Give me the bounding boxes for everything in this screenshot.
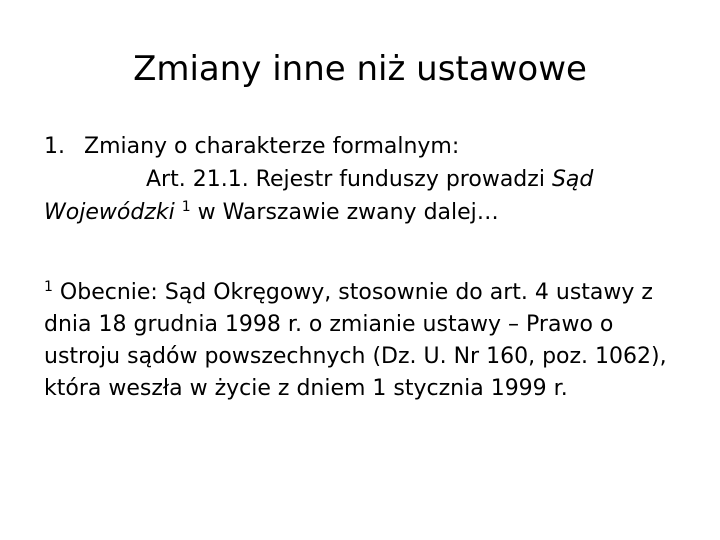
footnote (44, 277, 694, 405)
list-item-heading (44, 130, 694, 163)
quote-prefix: Art. 21.1. Rejestr funduszy prowadzi (146, 167, 552, 192)
slide-content (44, 130, 694, 405)
court-name: Sąd Wojewódzki (44, 167, 594, 225)
footnote-marker: 1 (44, 279, 53, 295)
article-quote (44, 163, 694, 229)
footnote-text: Obecnie: Sąd Okręgowy, stosownie do art. 4 ustawy z dnia 18 grudnia 1998 r. o zmianie ustawy – Prawo o ustroju sądów powszechnych (Dz. U. Nr 160, poz. 1062), która weszła w życie z dniem 1 stycznia 1999 r. (44, 280, 667, 401)
list-item-text: Zmiany o charakterze formalnym: (84, 134, 460, 159)
quote-suffix: w Warszawie zwany dalej… (190, 200, 499, 225)
list-item-number: 1. (44, 134, 65, 159)
slide-title: Zmiany inne niż ustawowe (133, 49, 587, 89)
footnote-reference: 1 (181, 199, 191, 215)
